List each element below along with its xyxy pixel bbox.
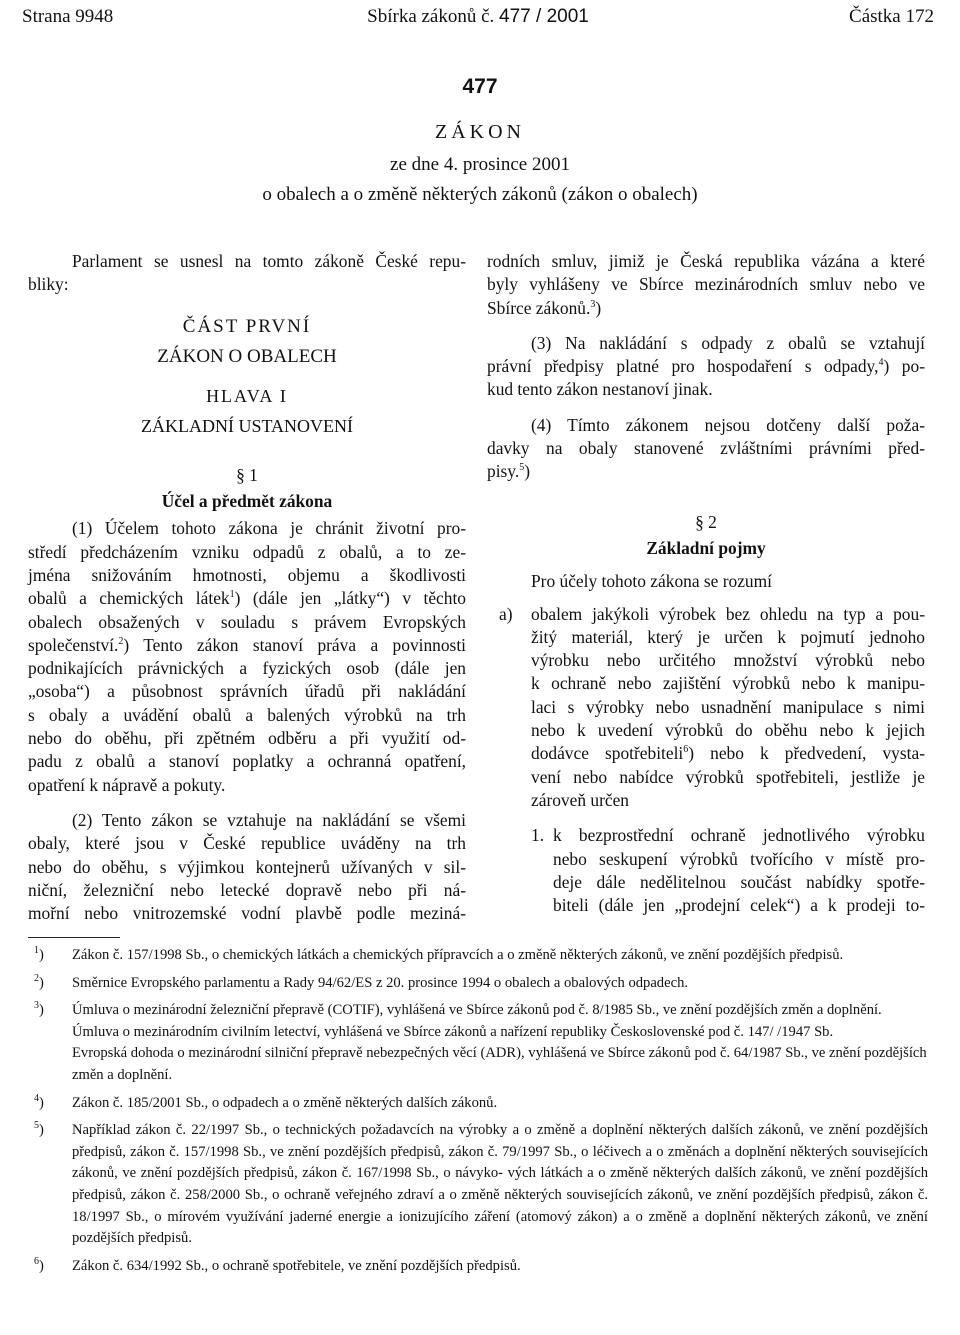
text-run: právní předpisy platné pro hospodaření s odpady, — [487, 356, 879, 377]
item-line: vení nebo nabídce výrobků spotřebiteli, jestliže je — [531, 766, 925, 787]
section-number: § 1 — [236, 464, 258, 485]
item-line: deje dále nedělitelnou součást nabídky spotře- — [553, 871, 925, 892]
footnote-marker: $^1$) — [34, 945, 44, 963]
paragraph-4 — [487, 414, 925, 484]
part-heading: ČÁST PRVNÍ — [182, 315, 312, 337]
paragraph-1 — [28, 517, 466, 797]
law-kind: ZÁKON — [435, 121, 525, 143]
section-intro: Pro účely tohoto zákona se rozumí — [531, 571, 772, 592]
item-line: nebo k uvedení výrobků do oběhu nebo k jejich — [531, 720, 925, 741]
footnote-text: Například zákon č. 22/1997 Sb., o technických požadavcích na výrobky a o změně a doplnění některých dalších zákonů, ve znění pozdějších předpisů, zákon č. 157/1998 Sb., ve znění pozdějších předpisů, zákon č. 79/1997 Sb., o léčivech a o změnách a doplnění některých souvisejících zákonů, ve znění pozdějších předpisů, zákon č. 167/1998 Sb., o návyko- vých látkách a o změně některých dalších zákonů, ve znění pozdějších předpisů, zákon č. 258/2000 Sb., o ochraně veřejného zdraví a o změně některých souvisejících zákonů, ve znění pozdějších předpisů, zákon č. 18/1997 Sb., o mírovém využívání jaderné energie a ionizujícího záření (atomový zákon) a o změně a doplnění některých zákonů, ve znění pozdějších předpisů. — [72, 1122, 928, 1247]
footnote-marker: $^3$) — [34, 1000, 44, 1019]
paragraph-line: nebo do oběhu, s výjimkou kontejnerů užívaných v sil- — [28, 856, 466, 877]
text-run: společenství. — [28, 634, 119, 655]
footnote — [28, 973, 928, 995]
paragraph-2-continuation — [487, 250, 925, 320]
text-run: ) — [524, 461, 531, 482]
preamble-line: bliky: — [28, 274, 69, 295]
definition-item-a — [487, 603, 925, 813]
footnote — [28, 945, 928, 967]
paragraph-line: mořní nebo vnitrozemské vodní plavbě podle meziná- — [28, 903, 466, 924]
part-number: Částka 172 — [849, 6, 934, 27]
footnote — [28, 1256, 928, 1278]
footnote-number: 5 — [34, 1120, 39, 1132]
section-number: § 2 — [695, 511, 717, 532]
item-label: a) — [499, 603, 513, 624]
paragraph-line: kud tento zákon nestanoví jinak. — [487, 379, 713, 400]
footnote-text: Zákon č. 157/1998 Sb., o chemických látkách a chemických přípravcích a o změně některých zákonů, ve znění pozdějších předpisů. — [72, 947, 844, 963]
footnote-rule — [28, 937, 120, 938]
footnote-marker: $^6$) — [34, 1255, 44, 1274]
item-line: žitý materiál, který je určen k pojmutí jednoho — [531, 626, 925, 647]
text-run: pisy. — [487, 461, 520, 482]
preamble-line: Parlament se usnesl na tomto zákoně České repu- — [72, 251, 466, 271]
footnote — [28, 1000, 928, 1086]
paragraph-line: (1) Účelem tohoto zákona je chránit životní pro- — [72, 518, 466, 539]
text-run: ) nebo k předvedení, vysta- — [688, 743, 925, 764]
paragraph-line: (3) Na nakládání s odpady z obalů se vztahují — [531, 332, 925, 353]
law-date: ze dne 4. prosince 2001 — [390, 154, 570, 175]
paragraph-line: padu z obalů a stanoví poplatky a ochranná opatření, — [28, 751, 466, 772]
paragraph-line — [28, 634, 466, 657]
footnote-marker: $^5$) — [34, 1120, 44, 1139]
footnote-number: 6 — [34, 1255, 39, 1267]
section-title: Účel a předmět zákona — [161, 491, 333, 512]
text-run: ) — [595, 297, 602, 318]
chapter-title: ZÁKLADNÍ USTANOVENÍ — [140, 416, 354, 437]
definition-item-1 — [487, 824, 925, 917]
collection-label: Sbírka zákonů č. — [367, 6, 500, 27]
page-header — [22, 6, 934, 36]
footnote-text: Směrnice Evropského parlamentu a Rady 94/62/ES z 20. prosince 1994 o obalech a obalových odpadech. — [72, 974, 689, 991]
paragraph-line: „osoba“) a působnost správních úřadů při nakládání — [28, 681, 466, 702]
footnote-text: Evropská dohoda o mezinárodní silniční přepravě nebezpečných věcí (ADR), vyhlášená ve Sbírce zákonů pod č. 64/1987 Sb., ve znění pozdějších změn a doplnění. — [72, 1045, 927, 1083]
footnote-number: 3 — [34, 1000, 39, 1012]
footnote — [28, 1120, 928, 1250]
footnote-ref: 1 — [229, 589, 235, 601]
collection-reference — [22, 6, 934, 28]
paragraph-line: niční, železniční nebo letecké dopravě nebo při ná- — [28, 879, 466, 900]
part-title: ZÁKON O OBALECH — [157, 345, 337, 367]
item-line: obalem jakýkoli výrobek bez ohledu na typ a pou- — [531, 603, 925, 624]
paragraph-line — [28, 587, 466, 610]
paragraph-line: byly vyhlášeny ve Sbírce mezinárodních smluv nebo ve — [487, 274, 925, 295]
section-title: Základní pojmy — [646, 537, 766, 558]
footnote-ref: 3 — [590, 298, 596, 310]
paragraph-line: davky na obaly stanovené zvláštními právními před- — [487, 438, 925, 459]
paragraph-line: jména snižováním hmotnosti, objemu a škodlivosti — [28, 564, 466, 585]
item-line: k ochraně nebo zajištění výrobků nebo k manipu- — [531, 673, 925, 694]
text-run: ) po- — [883, 356, 925, 377]
item-line: biteli (dále jen „prodejní celek“) a k prodeji to- — [553, 895, 925, 916]
paragraph-line: středí předcházením vzniku odpadů z obalů, a to ze- — [28, 541, 466, 562]
text-run: ) (dále jen „látky“) v těchto — [234, 588, 466, 609]
paragraph-line: (2) Tento zákon se vztahuje na nakládání se všemi — [72, 809, 466, 830]
item-label: 1. — [531, 825, 545, 846]
chapter-heading: HLAVA I — [206, 386, 288, 407]
paragraph-line: opatření k nápravě a pokuty. — [28, 774, 226, 795]
item-line: nebo seskupení výrobků tvořícího v místě pro- — [553, 848, 925, 869]
left-column — [28, 250, 466, 925]
law-number: 477 — [462, 75, 498, 98]
item-line: laci s výrobky nebo usnadnění manipulace s nimi — [531, 696, 925, 717]
footnote-text: Úmluva o mezinárodním civilním letectví, vyhlášená ve Sbírce zákonů a nařízení republiky Československé pod č. 147/ /1947 Sb. — [72, 1023, 834, 1040]
footnote-text: Úmluva o mezinárodní železniční přepravě (COTIF), vyhlášená ve Sbírce zákonů pod č. 8/1985 Sb., ve znění pozdějších změn a doplnění. — [72, 1002, 882, 1019]
footnote-text: Zákon č. 634/1992 Sb., o ochraně spotřebitele, ve znění pozdějších předpisů. — [72, 1257, 521, 1274]
paragraph-line: podnikajících právnických a fyzických osob (dále jen — [28, 658, 466, 679]
item-line: k bezprostřední ochraně jednotlivého výrobku — [553, 825, 925, 846]
paragraph-line — [487, 460, 925, 483]
footnote-number: 2 — [34, 972, 39, 984]
footnote-ref: 2 — [118, 636, 124, 648]
item-line: zároveň určen — [531, 789, 630, 810]
paragraph-line: (4) Tímto zákonem nejsou dotčeny další poža- — [531, 414, 925, 435]
footnotes — [28, 945, 928, 1277]
paragraph-line: rodních smluv, jimiž je Česká republika vázána a které — [487, 251, 925, 271]
text-run: ) Tento zákon stanoví práva a povinnosti — [123, 634, 466, 655]
footnote — [28, 1093, 928, 1115]
footnote-ref: 4 — [878, 357, 884, 369]
footnote-text: Zákon č. 185/2001 Sb., o odpadech a o změně některých dalších zákonů. — [72, 1094, 498, 1111]
footnote-number: 4 — [34, 1092, 39, 1104]
paragraph-line: s obaly a uvádění obalů a balených výrobků na trh — [28, 704, 466, 725]
paragraph-line — [487, 355, 925, 378]
paragraph-line: nebo do oběhu, při zpětném odběru a při využití od- — [28, 728, 466, 749]
paragraph-2 — [28, 809, 466, 925]
page-number: Strana 9948 — [22, 6, 114, 27]
paragraph-3 — [487, 332, 925, 402]
paragraph-line: obaly, které jsou v České republice uváděny na trh — [28, 833, 466, 854]
right-column — [487, 250, 925, 917]
footnote-marker: $^2$) — [34, 972, 44, 991]
paragraph-line — [487, 297, 925, 320]
item-line — [531, 742, 925, 765]
item-line: výrobku nebo určitého množství výrobků nebo — [531, 650, 925, 671]
text-run: obalů a chemických látek — [28, 588, 230, 609]
footnote-number: 1 — [34, 945, 39, 957]
law-reference: 477 / 2001 — [499, 6, 589, 27]
footnote-marker: $^4$) — [34, 1092, 44, 1111]
text-run: Sbírce zákonů. — [487, 297, 591, 318]
law-title: o obalech a o změně některých zákonů (zákon o obalech) — [262, 184, 698, 205]
footnote-ref: 6 — [683, 744, 689, 756]
text-run: dodávce spotřebiteli — [531, 743, 684, 764]
footnote-ref: 5 — [519, 462, 525, 474]
paragraph-line: obalech obsažených v souladu s právem Evropských — [28, 611, 466, 632]
